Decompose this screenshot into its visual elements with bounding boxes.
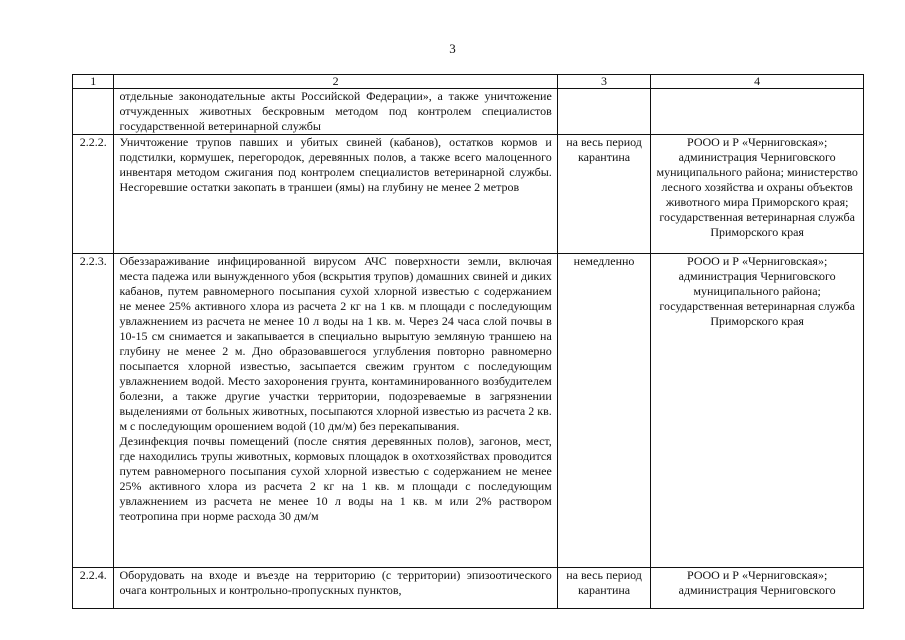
measures-table <box>72 74 864 609</box>
table-row <box>73 568 864 609</box>
measure-text: Уничтожение трупов павших и убитых свиней (кабанов), остатков кормов и подстилки, кормушек, перегородок, деревянных полов, а также всего малоценного инвентаря методом сжигания под контролем специалистов ветеринарной службы. Несгоревшие остатки закопать в траншеи (ямы) на глубину не менее 2 метров <box>119 135 552 194</box>
column-header-4: 4 <box>651 75 864 89</box>
cell-number: 2.2.2. <box>73 135 114 254</box>
cell-term: на весь период карантина <box>557 135 651 254</box>
table-body <box>73 89 864 609</box>
header-row <box>73 75 864 89</box>
column-header-3: 3 <box>557 75 651 89</box>
table-row-continuation <box>73 89 864 135</box>
measure-text: отдельные законодательные акты Российской Федерации», а также уничтожение отчужденных животных бескровным методом под контролем специалистов государственной ветеринарной службы <box>119 89 552 133</box>
cell-number <box>73 89 114 135</box>
measure-text: Дезинфекция почвы помещений (после снятия деревянных полов), загонов, мест, где находились трупы животных, кормовых площадок в охотхозяйствах проводится путем равномерного посыпания сухой хлорной известью с содержанием не менее 25% активного хлора из расчета 2 кг на 1 кв. м площади с последующим увлажнением из расчета не менее 10 л воды на 1 кв. м или 2% раствором теотропина при норме расхода 30 дм/м <box>119 434 552 523</box>
measure-text: Обеззараживание инфицированной вирусом АЧС поверхности земли, включая места падежа или вынужденного убоя (вскрытия трупов) домашних свиней и диких кабанов, путем равномерного посыпания сухой хлорной известью с содержанием не менее 25% активного хлора из расчета 2 кг на 1 кв. м площади с последующим увлажнением из расчета не менее 10 л воды на 1 кв. м. Через 24 часа слой почвы в 10-15 см снимается и закапывается в специально вырытую земляную траншею на глубину не менее 2 м. Дно образовавшегося углубления повторно равномерно посыпается хлорной известью, засыпается свежим грунтом с последующим увлажнением водой. Место захоронения грунта, контаминированного возбудителем болезни, а также другие участки территории, подозреваемые в загрязнении выделениями от больных животных, посыпаются хлорной известью из расчета 2 кв. м с последующим орошением водой (10 дм/м) без перекапывания. <box>119 254 552 433</box>
cell-term: на весь период карантина <box>557 568 651 609</box>
cell-number: 2.2.4. <box>73 568 114 609</box>
cell-responsible: РООО и Р «Черниговская»; администрация Черниговского муниципального района; министерство лесного хозяйства и охраны объектов животного мира Приморского края; государственная ветеринарная служба Приморского края <box>651 135 864 254</box>
cell-responsible: РООО и Р «Черниговская»; администрация Черниговского <box>651 568 864 609</box>
cell-measure <box>114 89 557 135</box>
measure-text: Оборудовать на входе и въезде на территорию (с территории) эпизоотического очага контрольных и контрольно-пропускных пунктов, <box>119 568 552 597</box>
cell-measure <box>114 254 557 568</box>
column-header-2: 2 <box>114 75 557 89</box>
table-header <box>73 75 864 89</box>
cell-term <box>557 89 651 135</box>
table-row <box>73 135 864 254</box>
column-header-1: 1 <box>73 75 114 89</box>
cell-term: немедленно <box>557 254 651 568</box>
table-row <box>73 254 864 568</box>
cell-measure <box>114 568 557 609</box>
cell-measure <box>114 135 557 254</box>
cell-responsible <box>651 89 864 135</box>
cell-number: 2.2.3. <box>73 254 114 568</box>
cell-responsible: РООО и Р «Черниговская»; администрация Черниговского муниципального района; государственная ветеринарная служба Приморского края <box>651 254 864 568</box>
page-number: 3 <box>449 41 456 56</box>
